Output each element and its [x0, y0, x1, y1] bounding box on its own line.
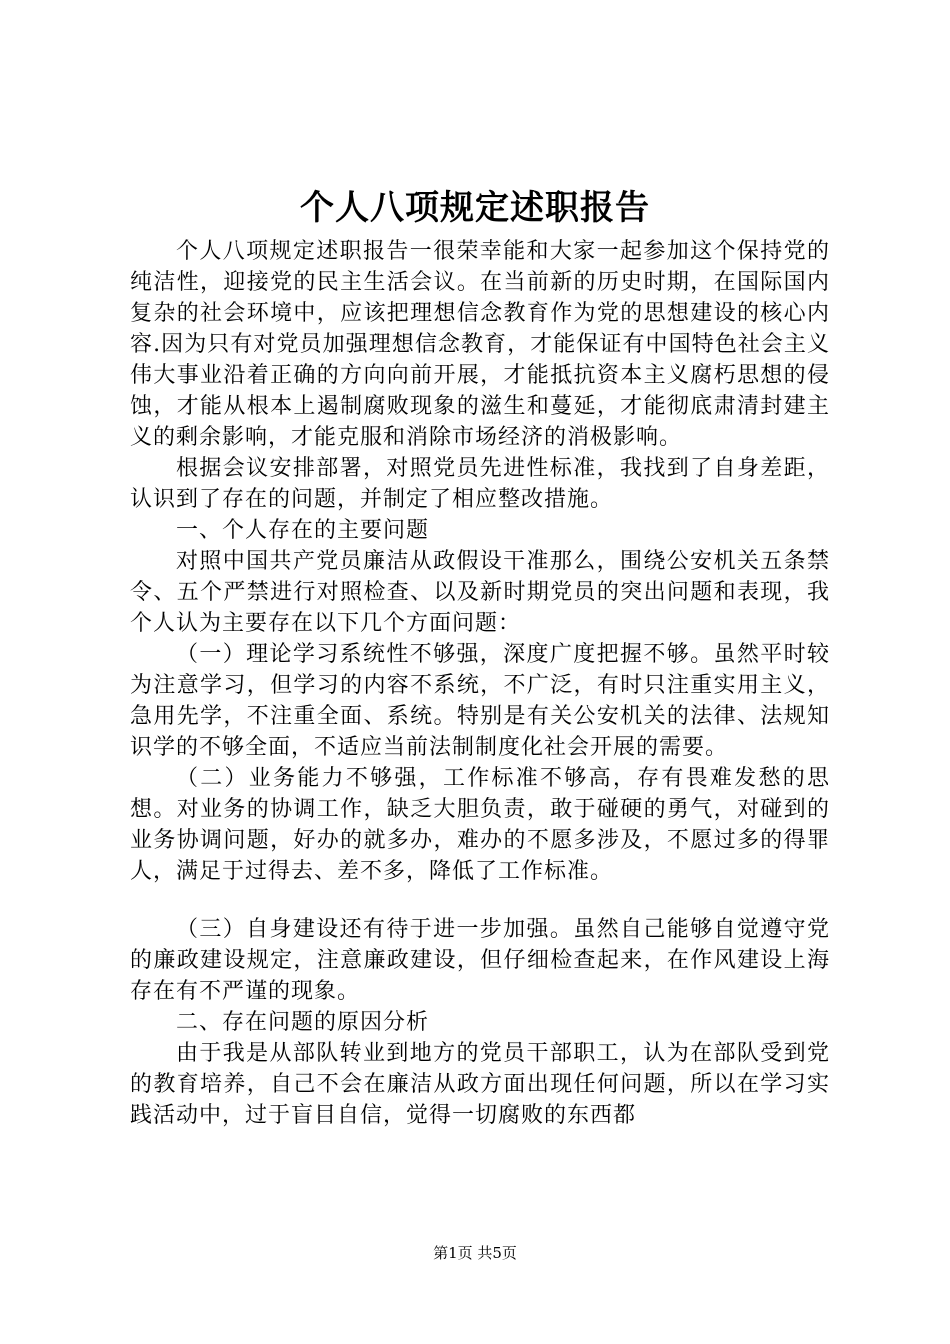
- paragraph-intro: 个人八项规定述职报告一很荣幸能和大家一起参加这个保持党的纯洁性，迎接党的民主生活会议。在当前新的历史时期，在国际国内复杂的社会环境中，应该把理想信念教育作为党的思想建设的核心内容.因为只有对党员加强理想信念教育，才能保证有中国特色社会主义伟大事业沿着正确的方向向前开展，才能抵抗资本主义腐朽思想的侵蚀，才能从根本上遏制腐败现象的滋生和蔓延，才能彻底肃清封建主义的剩余影响，才能克服和消除市场经济的消极影响。: [130, 239, 830, 450]
- paragraph-problem-2: （二）业务能力不够强，工作标准不够高，存有畏难发愁的思想。对业务的协调工作，缺乏大胆负责，敢于碰硬的勇气，对碰到的业务协调问题，好办的就多办，难办的不愿多涉及，不愿过多的得罪人，满足于过得去、差不多，降低了工作标准。: [130, 766, 830, 884]
- document-body: [130, 236, 830, 1131]
- page-number-footer: 第1页 共5页: [433, 1244, 517, 1262]
- paragraph-causes: 由于我是从部队转业到地方的党员干部职工，认为在部队受到党的教育培养，自己不会在廉洁从政方面出现任何问题，所以在学习实践活动中，过于盲目自信，觉得一切腐败的东西都: [130, 1041, 830, 1128]
- section-heading-problems: 一、个人存在的主要问题: [176, 518, 430, 543]
- document-title: 个人八项规定述职报告: [300, 188, 650, 228]
- paragraph-problem-1: （一）理论学习系统性不够强，深度广度把握不够。虽然平时较为注意学习，但学习的内容不系统，不广泛，有时只注重实用主义，急用先学，不注重全面、系统。特别是有关公安机关的法律、法规知识学的不够全面，不适应当前法制制度化社会开展的需要。: [130, 642, 830, 760]
- section-heading-causes: 二、存在问题的原因分析: [176, 1010, 430, 1035]
- paragraph-arrangement: 根据会议安排部署，对照党员先进性标准，我找到了自身差距，认识到了存在的问题，并制定了相应整改措施。: [130, 456, 830, 512]
- paragraph-problems-overview: 对照中国共产党员廉洁从政假设干准那么，围绕公安机关五条禁令、五个严禁进行对照检查、以及新时期党员的突出问题和表现，我个人认为主要存在以下几个方面问题：: [130, 549, 830, 636]
- paragraph-problem-3: （三）自身建设还有待于进一步加强。虽然自己能够自觉遵守党的廉政建设规定，注意廉政建设，但仔细检查起来，在作风建设上海存在有不严谨的现象。: [130, 917, 830, 1004]
